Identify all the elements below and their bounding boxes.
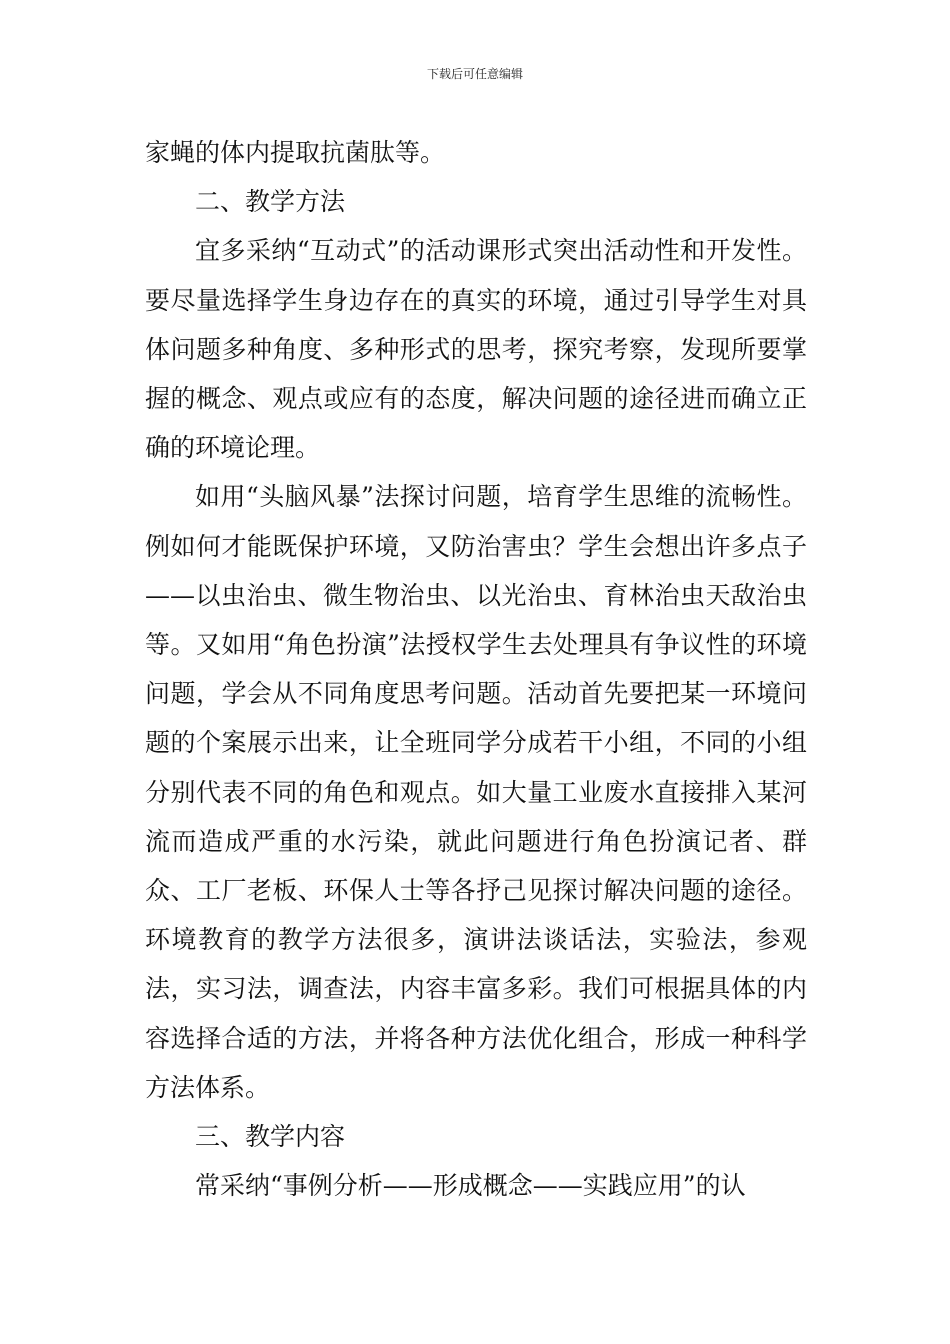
page-header: 下载后可任意编辑 [426, 67, 523, 81]
paragraph-continuation: 家蝇的体内提取抗菌肽等。 [145, 138, 446, 167]
paragraph-interactive-method: 宜多采纳“互动式”的活动课形式突出活动性和开发性。要尽量选择学生身边存在的真实的环境，通过引导学生对具体问题多种角度、多种形式的思考，探究考察，发现所要掌握的概念、观点或应有的态度，解决问题的途径进而确立正确的环境论理。 [145, 236, 807, 463]
document-body [145, 128, 807, 1210]
section-heading-teaching-methods: 二、教学方法 [195, 187, 346, 217]
section-heading-teaching-content: 三、教学内容 [195, 1122, 346, 1152]
paragraph-case-analysis: 常采纳“事例分析——形成概念——实践应用”的认 [195, 1171, 746, 1201]
paragraph-brainstorm-roleplay: 如用“头脑风暴”法探讨问题，培育学生思维的流畅性。例如何才能既保护环境，又防治害虫？学生会想出许多点子——以虫治虫、微生物治虫、以光治虫、育林治虫天敌治虫等。又如用“角色扮演”法授权学生去处理具有争议性的环境问题，学会从不同角度思考问题。活动首先要把某一环境问题的个案展示出来，让全班同学分成若干小组，不同的小组分别代表不同的角色和观点。如大量工业废水直接排入某河流而造成严重的水污染，就此问题进行角色扮演记者、群众、工厂老板、环保人士等各抒己见探讨解决问题的途径。环境教育的教学方法很多，演讲法谈话法，实验法，参观法，实习法，调查法，内容丰富多彩。我们可根据具体的内容选择合适的方法，并将各种方法优化组合，形成一种科学方法体系。 [145, 482, 807, 1102]
